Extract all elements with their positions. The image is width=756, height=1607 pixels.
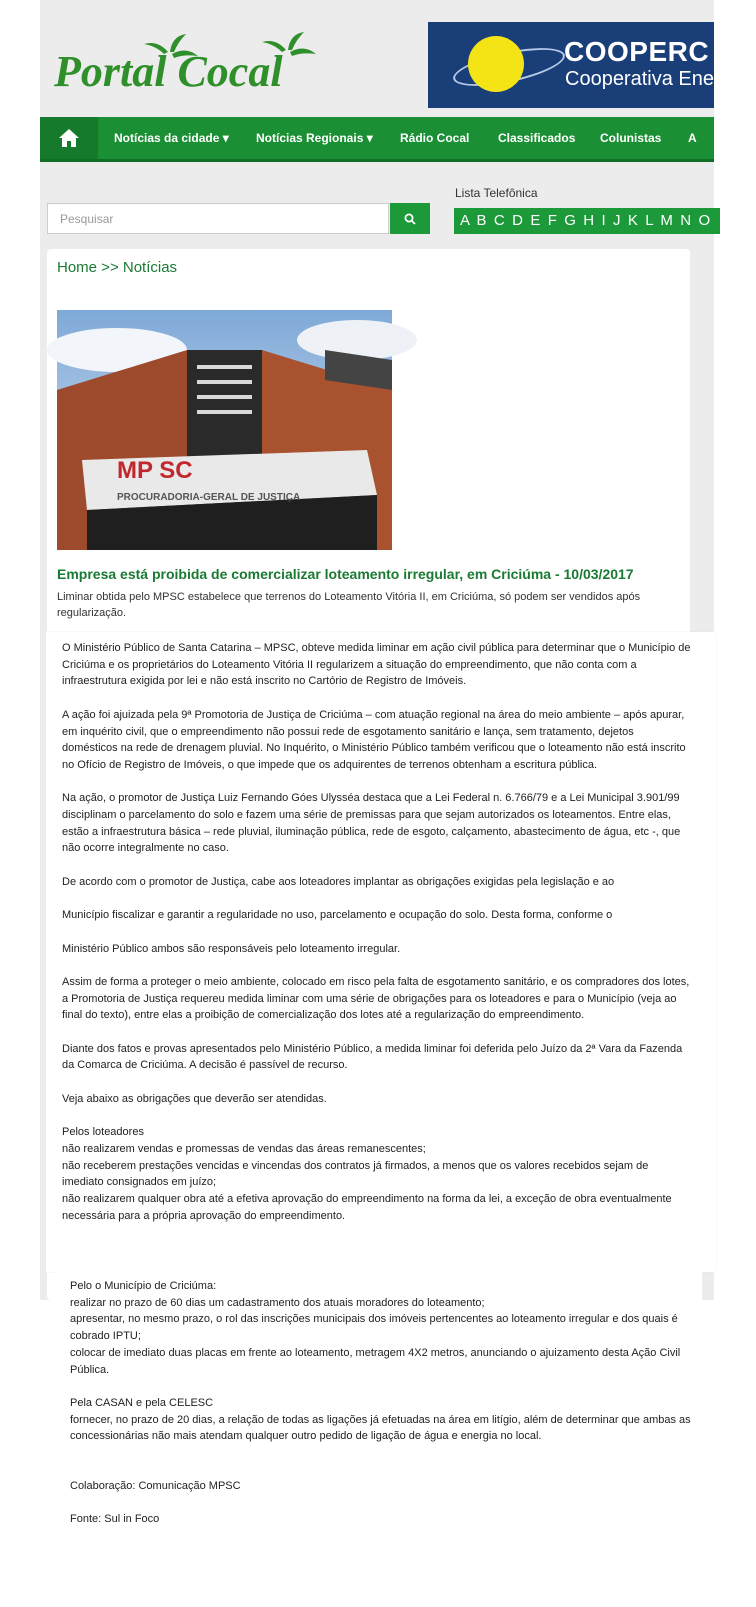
obligation-item: não realizarem qualquer obra até a efetiva aprovação do empreendimento na forma da lei, a exceção de obra eventualmente necessária para a própria aprovação do empreendimento. — [62, 1193, 672, 1222]
obligation-item: não realizarem vendas e promessas de vendas das áreas remanescentes; — [62, 1142, 426, 1155]
search-button[interactable] — [390, 203, 430, 234]
article-paragraph: Ministério Público ambos são responsáveis pelo loteamento irregular. — [62, 942, 401, 955]
svg-text:Portal Cocal: Portal Cocal — [54, 47, 283, 96]
obligation-item: colocar de imediato duas placas em frente ao loteamento, metragem 4X2 metros, anunciando o ajuizamento desta Ação Civil Pública. — [70, 1346, 681, 1376]
source-credit: Fonte: Sul in Foco — [70, 1513, 160, 1526]
search-icon — [404, 213, 416, 225]
loteadores-section — [62, 1124, 692, 1224]
main-nav — [40, 117, 714, 162]
cooperativa-banner[interactable] — [428, 22, 732, 108]
nav-radio-cocal[interactable]: Rádio Cocal — [400, 131, 470, 145]
loteadores-title: Pelos loteadores — [62, 1126, 144, 1139]
article-photo — [57, 310, 392, 550]
photo-sign-subtext: PROCURADORIA-GERAL DE JUSTIÇA — [117, 492, 301, 503]
breadcrumb[interactable]: Home >> Notícias — [57, 259, 178, 276]
portal-cocal-logo[interactable] — [50, 30, 300, 100]
casan-celesc-section — [70, 1395, 695, 1445]
casan-title: Pela CASAN e pela CELESC — [70, 1396, 214, 1409]
municipio-section — [70, 1278, 695, 1378]
banner-title: COOPERC — [564, 36, 710, 67]
home-nav-button[interactable] — [40, 117, 98, 159]
nav-classificados[interactable]: Classificados — [498, 131, 576, 145]
article-body-part-1 — [46, 632, 716, 1272]
article-paragraph: Assim de forma a proteger o meio ambiente, colocado em risco pela falta de esgotamento sanitário, e os compradores dos lotes, a Promotoria de Justiça requereu medida liminar com uma série de obrigações para os loteadores e para o Município (veja ao final do texto), entre elas a proibição de comercialização dos lotes até a regularização do empreendimento. — [62, 975, 690, 1022]
article-paragraph: Diante dos fatos e provas apresentados pelo Ministério Público, a medida liminar foi deferida pelo Juízo da 2ª Vara da Fazenda da Comarca de Criciúma. A decisão é passível de recurso. — [62, 1042, 683, 1072]
photo-sign-text: MP SC — [117, 457, 193, 484]
nav-colunistas[interactable]: Colunistas — [600, 131, 662, 145]
article-paragraph: De acordo com o promotor de Justiça, cabe aos loteadores implantar as obrigações exigidas pela legislação e ao — [62, 875, 615, 888]
article-body-part-2 — [56, 1270, 702, 1607]
obligation-item: apresentar, no mesmo prazo, o rol das inscrições municipais dos imóveis pertencentes ao loteamento irregular e dos quais é cobrado IPTU; — [70, 1313, 678, 1343]
article-lead: Liminar obtida pelo MPSC estabelece que terrenos do Loteamento Vitória II, em Criciúma, só podem ser vendidos após regularização. — [57, 591, 641, 619]
nav-noticias-cidade[interactable]: Notícias da cidade ▾ — [114, 131, 229, 145]
home-icon — [58, 128, 80, 148]
article-paragraph: Veja abaixo as obrigações que deverão ser atendidas. — [62, 1092, 327, 1105]
banner-subtitle: Cooperativa Energ — [565, 68, 732, 90]
article-paragraph: O Ministério Público de Santa Catarina – MPSC, obteve medida liminar em ação civil pública para determinar que o Município de Criciúma e os proprietários do Loteamento Vitória II regularizem a situação do empreendimento, que não conta com a infraestrutura exigida por lei e não está inscrito no Cartório de Registro de Imóveis. — [62, 642, 691, 688]
phone-directory-letters[interactable]: A B C D E F G H I J K L M N O — [454, 208, 720, 234]
obligation-item: não receberem prestações vencidas e vincendas dos contratos já firmados, a menos que os valores recebidos sejam de imediato consignados em juízo; — [62, 1159, 649, 1189]
obligation-item: fornecer, no prazo de 20 dias, a relação de todas as ligações já efetuadas na área em litígio, além de determinar que ambas as concessionárias não mais atendam qualquer outro pedido de ligação de água e energia no local. — [70, 1413, 691, 1443]
nav-more-truncated[interactable]: A — [688, 131, 697, 145]
mpsc-building-image — [57, 310, 392, 550]
article-paragraph: A ação foi ajuizada pela 9ª Promotoria de Justiça de Criciúma – com atuação regional na área do meio ambiente – após apurar, em inquérito civil, que o empreendimento não possui rede de esgotamento sanitário e lança, sem tratamento, dejetos domésticos na rede de drenagem pluvial. No Inquérito, o Ministério Público também verificou que o loteamento não está inscrito no Ofício de Registro de Imóveis, o que impede que os adquirentes de terrenos obtenham a escritura pública. — [62, 708, 686, 771]
phone-directory-label: Lista Telefônica — [455, 186, 538, 200]
article-paragraph: Município fiscalizar e garantir a regularidade no uso, parcelamento e ocupação do solo. Desta forma, conforme o — [62, 909, 613, 922]
collaboration-credit: Colaboração: Comunicação MPSC — [70, 1480, 241, 1493]
obligation-item: realizar no prazo de 60 dias um cadastramento dos atuais moradores do loteamento; — [70, 1296, 485, 1309]
nav-noticias-regionais[interactable]: Notícias Regionais ▾ — [256, 131, 373, 145]
article-paragraph: Na ação, o promotor de Justiça Luiz Fernando Góes Ulysséa destaca que a Lei Federal n. 6.766/79 e a Lei Municipal 3.901/99 disciplinam o parcelamento do solo e fazem uma série de premissas para que sejam autorizados os loteamentos. Entre elas, estão a infraestrutura básica – rede pluvial, iluminação pública, rede de esgoto, calçamento, abastecimento de água, etc -, que não ocorre integralmente no caso. — [62, 792, 681, 855]
logo-graphic — [50, 30, 300, 100]
article-headline: Empresa está proibida de comercializar loteamento irregular, em Criciúma - 10/03/2017 — [57, 566, 634, 582]
banner-sun-logo — [468, 36, 524, 92]
search-input[interactable] — [47, 203, 389, 234]
municipio-title: Pelo o Município de Criciúma: — [70, 1280, 217, 1292]
